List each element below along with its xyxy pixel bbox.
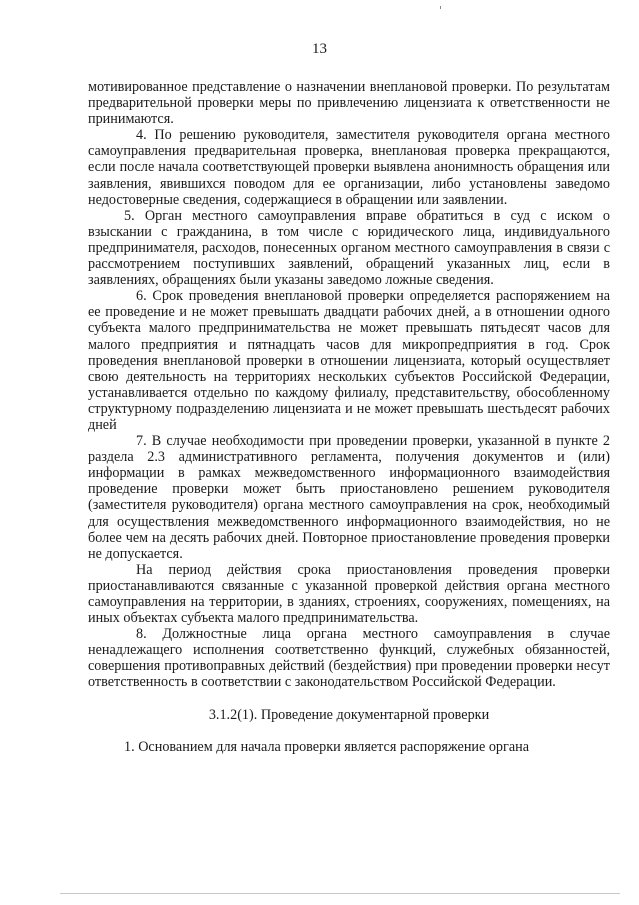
paragraph-item-4: 4. По решению руководителя, заместителя руководителя органа местного самоуправления предварительная проверка, внеплановая проверка прекращаются, если после начала соответствующей проверки выявлена анонимность обращения или заявления, явившихся поводом для ее организации, либо установлены заведомо недостоверные сведения, содержащиеся в обращении или заявлении.: [88, 127, 610, 208]
scan-speck: [440, 6, 441, 9]
paragraph-item-5: 5. Орган местного самоуправления вправе обратиться в суд с иском о взыскании с гражданина, в том числе с юридического лица, индивидуального предпринимателя, расходов, понесенных органом местного самоуправления в связи с рассмотрением поступивших заявлений, обращений указанных лиц, если в заявлениях, обращениях были указаны заведомо ложные сведения.: [88, 207, 610, 289]
paragraph-item-8: 8. Должностные лица органа местного самоуправления в случае ненадлежащего исполнения соответственно функций, служебных обязанностей, совершения противоправных действий (бездействия) при проведении проверки несут ответственность в соответствии с законодательством Российской Федерации.: [88, 626, 610, 691]
page-number: 13: [312, 41, 327, 57]
paragraph-suspension: На период действия срока приостановления проведения проверки приостанавливаются связанные с указанной проверкой действия органа местного самоуправления на территории, в зданиях, строениях, сооружениях, помещениях, на иных объектах субъекта малого предпринимательства.: [88, 561, 610, 627]
paragraph-section-item-1: 1. Основанием для начала проверки является распоряжение органа: [124, 738, 530, 755]
paragraph-item-6: 6. Срок проведения внеплановой проверки определяется распоряжением на ее проведение и не может превышать двадцати рабочих дней, а в отношении одного субъекта малого предпринимательства не может превышать пятьдесят часов для малого предприятия и пятнадцать часов для микропредприятия в год. Срок проведения внеплановой проверки в отношении лицензиата, который осуществляет свою деятельность на территориях нескольких субъектов Российской Федерации, устанавливается отдельно по каждому филиалу, представительству, обособленному структурному подразделению лицензиата и не может превышать шестьдесят рабочих дней: [88, 288, 610, 433]
paragraph-continuation: мотивированное представление о назначении внеплановой проверки. По результатам предварительной проверки меры по привлечению лицензиата к ответственности не принимаются.: [88, 79, 610, 128]
section-title: 3.1.2(1). Проведение документарной проверки: [208, 706, 490, 723]
scan-bottom-edge: [60, 893, 620, 894]
document-body: [88, 79, 610, 755]
paragraph-item-7: 7. В случае необходимости при проведении проверки, указанной в пункте 2 раздела 2.3 административного регламента, получения документов и (или) информации в рамках межведомственного информационного взаимодействия проведение проверки может быть приостановлено решением руководителя (заместителя руководителя) органа местного самоуправления на срок, необходимый для осуществления межведомственного информационного взаимодействия, но не более чем на десять рабочих дней. Повторное приостановление проведения проверки не допускается.: [88, 433, 610, 562]
